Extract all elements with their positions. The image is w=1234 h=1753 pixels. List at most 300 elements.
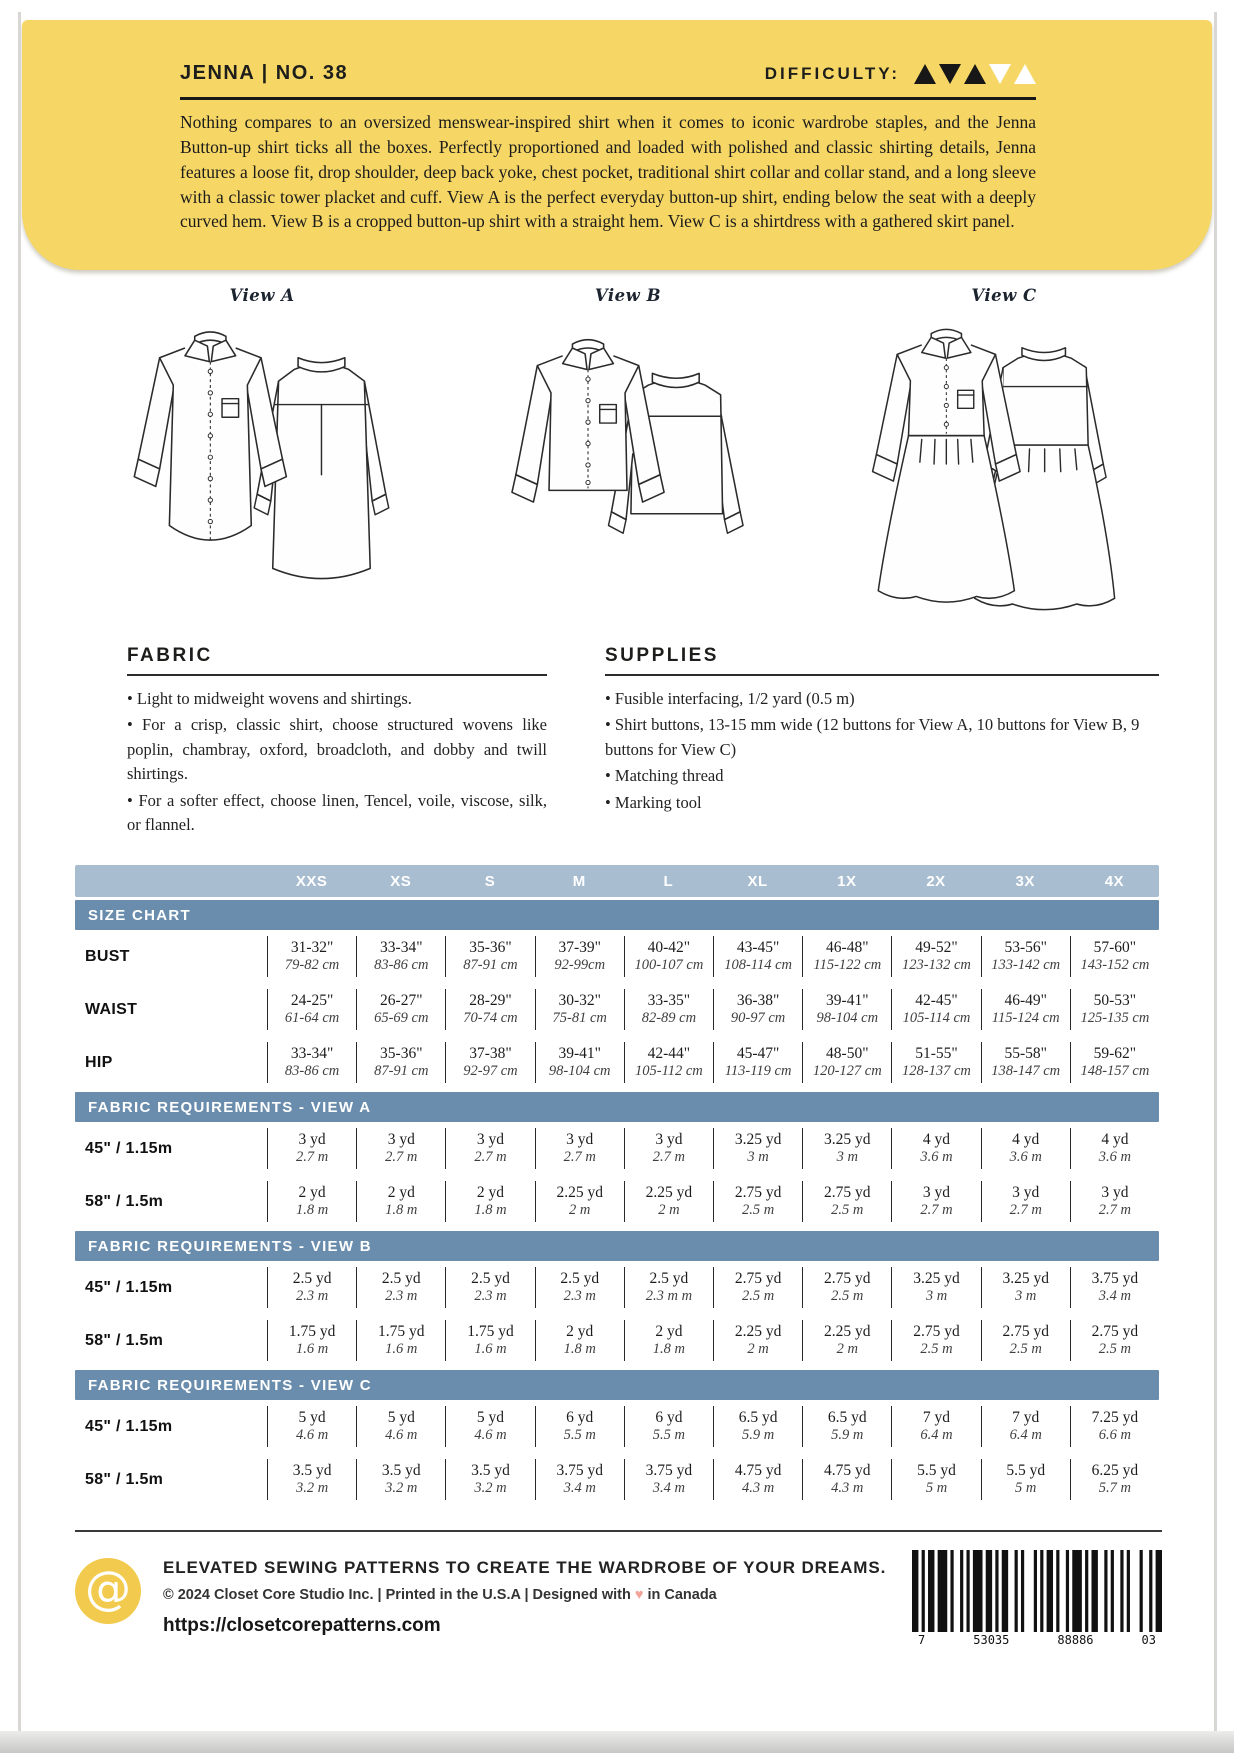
website-url: https://closetcorepatterns.com (163, 1615, 441, 1637)
value-imperial: 37-38" (469, 1045, 512, 1063)
row-label: 45" / 1.15m (85, 1417, 173, 1435)
value-imperial: 30-32" (558, 992, 601, 1010)
value-cell (356, 936, 445, 977)
value-imperial: 40-42" (647, 939, 691, 957)
value-metric: 1.6 m (295, 1341, 329, 1358)
value-cell (1070, 1267, 1159, 1308)
value-imperial: 3 yd (655, 1131, 683, 1149)
section-band-label: FABRIC REQUIREMENTS - VIEW B (88, 1237, 372, 1255)
difficulty-up-triangle-filled-icon (964, 64, 986, 84)
size-column-label: L (663, 872, 674, 890)
size-columns-header (75, 865, 1159, 897)
value-cell (981, 936, 1070, 977)
row-label: 45" / 1.15m (85, 1139, 173, 1157)
section-band-label: FABRIC REQUIREMENTS - VIEW A (88, 1098, 372, 1116)
difficulty-icons (914, 63, 1036, 85)
value-imperial: 37-39" (558, 939, 601, 957)
value-imperial: 3.25 yd (1002, 1270, 1049, 1288)
row-label: 58" / 1.5m (85, 1470, 164, 1488)
difficulty-up-triangle-filled-icon (914, 64, 936, 84)
value-imperial: 46-48" (826, 939, 869, 957)
value-metric: 4.6 m (295, 1427, 329, 1444)
value-metric: 6.6 m (1098, 1427, 1131, 1444)
value-imperial: 3 yd (387, 1131, 415, 1149)
photo-edge-right (1214, 12, 1217, 1733)
value-metric: 90-97 cm (730, 1010, 786, 1027)
value-imperial: 2.75 yd (734, 1270, 782, 1288)
value-imperial: 5 yd (476, 1409, 505, 1427)
value-imperial: 2.75 yd (1002, 1323, 1049, 1341)
size-column-label: 1X (837, 872, 857, 890)
value-imperial: 4 yd (1101, 1131, 1129, 1149)
value-cell (267, 1320, 356, 1361)
size-chart-row (75, 930, 1159, 983)
requirements-row (75, 1400, 1159, 1453)
size-tables (75, 865, 1159, 1506)
value-metric: 125-135 cm (1080, 1010, 1150, 1027)
view-c-illustration (849, 309, 1159, 621)
difficulty-down-triangle-filled-icon (939, 64, 961, 84)
value-cell (981, 1042, 1070, 1083)
value-cell (624, 1406, 713, 1447)
value-cell (713, 1042, 802, 1083)
value-cell (891, 1042, 980, 1083)
value-metric: 92-99cm (554, 957, 606, 974)
value-cell (535, 1406, 624, 1447)
value-imperial: 36-38" (736, 992, 780, 1010)
value-metric: 5.9 m (741, 1427, 775, 1444)
value-imperial: 35-36" (469, 939, 512, 957)
value-imperial: 5.5 yd (1006, 1462, 1046, 1480)
value-metric: 65-69 cm (374, 1010, 429, 1027)
value-metric: 2.5 m (1098, 1341, 1131, 1358)
value-metric: 2.5 m (741, 1288, 775, 1305)
value-metric: 3.2 m (295, 1480, 329, 1497)
row-label: 58" / 1.5m (85, 1331, 164, 1349)
value-cell (356, 1459, 445, 1500)
value-metric: 1.8 m (295, 1202, 329, 1219)
value-metric: 4.3 m (741, 1480, 775, 1497)
value-imperial: 2.75 yd (824, 1270, 871, 1288)
fabric-bullet: • For a softer effect, choose linen, Tencel, voile, viscose, silk, or flannel. (127, 789, 547, 838)
value-metric: 123-132 cm (902, 957, 971, 974)
value-imperial: 7.25 yd (1091, 1409, 1139, 1427)
value-metric: 115-124 cm (991, 1010, 1060, 1027)
value-metric: 100-107 cm (634, 957, 704, 974)
value-metric: 2.5 m (1009, 1341, 1042, 1358)
value-cell (267, 1459, 356, 1500)
view-a (112, 286, 412, 621)
value-imperial: 50-53" (1093, 992, 1137, 1010)
value-cell (713, 1320, 802, 1361)
value-cell (445, 989, 534, 1030)
supplies-column (605, 645, 1159, 839)
value-metric: 133-142 cm (991, 957, 1061, 974)
value-imperial: 3.75 yd (645, 1462, 693, 1480)
value-imperial: 3.25 yd (824, 1131, 871, 1149)
value-imperial: 2.25 yd (824, 1323, 871, 1341)
supplies-bullet: • Fusible interfacing, 1/2 yard (0.5 m) (605, 687, 1159, 711)
value-metric: 1.8 m (563, 1341, 596, 1358)
size-column-label: M (572, 872, 586, 890)
value-cell (713, 1181, 802, 1222)
value-cell (713, 1128, 802, 1169)
difficulty-label: DIFFICULTY: (764, 63, 900, 83)
value-imperial: 2.5 yd (381, 1270, 421, 1288)
value-cell (981, 989, 1070, 1030)
value-cell (445, 1406, 534, 1447)
value-metric: 1.6 m (385, 1341, 418, 1358)
value-imperial: 2.5 yd (471, 1270, 510, 1288)
value-cell (891, 1320, 980, 1361)
value-metric: 3.2 m (474, 1480, 507, 1497)
value-metric: 2.7 m (295, 1149, 329, 1166)
value-cell (624, 1267, 713, 1308)
value-imperial: 1.75 yd (288, 1323, 336, 1341)
flap-header-row (180, 62, 1036, 85)
value-imperial: 35-36" (380, 1045, 423, 1063)
value-cell (802, 1267, 891, 1308)
footer-text (163, 1556, 890, 1637)
value-metric: 3.6 m (920, 1149, 953, 1166)
value-metric: 5.9 m (831, 1427, 864, 1444)
value-metric: 92-97 cm (463, 1063, 518, 1080)
value-cell (356, 1320, 445, 1361)
view-c-label: View C (971, 286, 1037, 305)
value-cell (891, 936, 980, 977)
value-cell (535, 1128, 624, 1169)
barcode-digit-group: 53035 (973, 1633, 1010, 1648)
value-metric: 3.4 m (1098, 1288, 1131, 1305)
size-chart-row (75, 1036, 1159, 1089)
photo-edge-left (18, 12, 21, 1733)
heart-icon: ♥ (634, 1587, 644, 1604)
value-cell (1070, 1128, 1159, 1169)
value-cell (535, 1042, 624, 1083)
size-chart-band (75, 900, 1159, 930)
value-metric: 113-119 cm (724, 1063, 792, 1080)
value-metric: 6.4 m (920, 1427, 953, 1444)
view-b-label: View B (594, 286, 662, 305)
value-cell (891, 1267, 980, 1308)
value-imperial: 2.75 yd (1091, 1323, 1139, 1341)
value-imperial: 2 yd (387, 1184, 415, 1202)
value-cell (445, 936, 534, 977)
value-cell (445, 1181, 534, 1222)
value-imperial: 48-50" (826, 1045, 869, 1063)
value-imperial: 28-29" (469, 992, 512, 1010)
fabric-bullet: • For a crisp, classic shirt, choose structured wovens like poplin, chambray, oxford, broadcloth, and dobby and twill shirtings. (127, 713, 547, 786)
value-imperial: 3.75 yd (556, 1462, 603, 1480)
copyright-text: © 2024 Closet Core Studio Inc. | Printed in the U.S.A | Designed with (163, 1587, 631, 1604)
barcode-digit-group: 88886 (1057, 1633, 1094, 1648)
value-metric: 128-137 cm (902, 1063, 971, 1080)
value-metric: 98-104 cm (548, 1063, 611, 1080)
value-metric: 2.3 m m (645, 1288, 693, 1305)
value-metric: 2 m (658, 1202, 680, 1219)
value-imperial: 53-56" (1004, 939, 1047, 957)
value-imperial: 4.75 yd (824, 1462, 871, 1480)
value-imperial: 3.5 yd (381, 1462, 421, 1480)
value-metric: 3.4 m (563, 1480, 596, 1497)
supplies-bullet: • Marking tool (605, 791, 1159, 815)
requirements-band (75, 1370, 1159, 1400)
value-cell (267, 1181, 356, 1222)
value-imperial: 2.75 yd (913, 1323, 960, 1341)
value-cell (1070, 1042, 1159, 1083)
value-imperial: 45-47" (736, 1045, 780, 1063)
value-cell (1070, 936, 1159, 977)
section-band-label: FABRIC REQUIREMENTS - VIEW C (88, 1376, 372, 1394)
value-cell (981, 1459, 1070, 1500)
value-cell (445, 1267, 534, 1308)
value-cell (267, 936, 356, 977)
value-imperial: 7 yd (922, 1409, 951, 1427)
difficulty-down-triangle-empty-icon (989, 64, 1011, 84)
value-cell (713, 989, 802, 1030)
value-cell (535, 989, 624, 1030)
value-metric: 2.3 m (385, 1288, 418, 1305)
value-cell (356, 1267, 445, 1308)
value-cell (445, 1320, 534, 1361)
value-cell (1070, 1406, 1159, 1447)
value-cell (981, 1320, 1070, 1361)
value-imperial: 2 yd (566, 1323, 594, 1341)
copyright-suffix: in Canada (647, 1587, 717, 1604)
value-metric: 82-89 cm (641, 1010, 697, 1027)
fabric-column (127, 645, 547, 839)
footer-tagline: ELEVATED SEWING PATTERNS TO CREATE THE WARDROBE OF YOUR DREAMS. (163, 1558, 887, 1578)
value-metric: 105-114 cm (902, 1010, 971, 1027)
value-metric: 1.8 m (385, 1202, 418, 1219)
value-metric: 2 m (747, 1341, 769, 1358)
value-imperial: 2 yd (476, 1184, 505, 1202)
value-metric: 83-86 cm (374, 957, 429, 974)
value-cell (1070, 1459, 1159, 1500)
value-cell (267, 1042, 356, 1083)
size-column-label: 3X (1015, 872, 1035, 890)
value-metric: 2 m (836, 1341, 858, 1358)
value-imperial: 3.25 yd (734, 1131, 782, 1149)
garment-views (0, 270, 1234, 621)
value-metric: 6.4 m (1009, 1427, 1042, 1444)
value-metric: 87-91 cm (374, 1063, 429, 1080)
pattern-description: Nothing compares to an oversized menswear-inspired shirt when it comes to iconic wardrobe staples, and the Jenna Button-up shirt ticks all the boxes. Perfectly proportioned and loaded with polished and classic shirting details, Jenna features a loose fit, drop shoulder, deep back yoke, chest pocket, traditional shirt collar and collar stand, and a long sleeve with a classic tower placket and cuff. View A is the perfect everyday button-up shirt, ending below the seat with a deeply curved hem. View B is a cropped button-up shirt with a straight hem. View C is a shirtdress with a gathered skirt panel. (180, 112, 1036, 232)
value-metric: 115-122 cm (813, 957, 882, 974)
requirements-row (75, 1314, 1159, 1367)
value-imperial: 2.5 yd (649, 1270, 689, 1288)
fabric-supplies-section (127, 645, 1159, 839)
value-imperial: 3.5 yd (471, 1462, 510, 1480)
value-metric: 98-104 cm (816, 1010, 879, 1027)
value-cell (267, 1267, 356, 1308)
value-metric: 3 m (836, 1149, 858, 1166)
size-column-label: XS (390, 872, 412, 890)
value-cell (624, 1320, 713, 1361)
value-cell (891, 1128, 980, 1169)
value-imperial: 3 yd (1101, 1184, 1129, 1202)
value-imperial: 3 yd (298, 1131, 326, 1149)
view-b-illustration (503, 309, 753, 621)
value-imperial: 5 yd (298, 1409, 326, 1427)
value-metric: 3.6 m (1098, 1149, 1131, 1166)
value-metric: 83-86 cm (284, 1063, 340, 1080)
value-cell (624, 989, 713, 1030)
supplies-bullet: • Matching thread (605, 764, 1159, 788)
value-imperial: 49-52" (915, 939, 958, 957)
value-cell (356, 1181, 445, 1222)
value-imperial: 43-45" (736, 939, 780, 957)
value-cell (356, 1406, 445, 1447)
barcode (912, 1550, 1162, 1647)
value-metric: 5 m (1015, 1480, 1037, 1497)
value-cell (802, 1042, 891, 1083)
value-cell (1070, 1181, 1159, 1222)
value-metric: 2.7 m (920, 1202, 953, 1219)
row-label: 45" / 1.15m (85, 1278, 173, 1296)
requirements-row (75, 1261, 1159, 1314)
value-imperial: 51-55" (915, 1045, 958, 1063)
value-imperial: 2.75 yd (824, 1184, 871, 1202)
value-metric: 2.5 m (831, 1202, 864, 1219)
value-imperial: 33-34" (290, 1045, 334, 1063)
size-chart-row (75, 983, 1159, 1036)
value-imperial: 3 yd (476, 1131, 505, 1149)
value-metric: 2.3 m (563, 1288, 596, 1305)
value-imperial: 6 yd (655, 1409, 683, 1427)
value-metric: 2.3 m (295, 1288, 329, 1305)
value-cell (624, 1042, 713, 1083)
value-cell (713, 1459, 802, 1500)
value-imperial: 39-41" (826, 992, 869, 1010)
value-cell (1070, 989, 1159, 1030)
fabric-heading: FABRIC (127, 645, 547, 676)
row-label: WAIST (85, 1000, 138, 1018)
value-imperial: 2.25 yd (556, 1184, 603, 1202)
value-metric: 108-114 cm (724, 957, 792, 974)
value-cell (624, 1181, 713, 1222)
closet-core-logo-icon: @ (75, 1558, 141, 1624)
value-cell (802, 1320, 891, 1361)
value-cell (713, 1267, 802, 1308)
value-metric: 120-127 cm (812, 1063, 882, 1080)
value-cell (267, 1406, 356, 1447)
value-metric: 2.5 m (741, 1202, 775, 1219)
value-cell (535, 1267, 624, 1308)
value-imperial: 57-60" (1093, 939, 1137, 957)
value-cell (445, 1128, 534, 1169)
value-imperial: 2.25 yd (645, 1184, 693, 1202)
value-cell (356, 989, 445, 1030)
difficulty-rating (765, 63, 1036, 85)
footer (75, 1530, 1162, 1647)
envelope-flap (22, 20, 1212, 270)
view-c (844, 286, 1164, 621)
value-metric: 4.6 m (385, 1427, 418, 1444)
value-cell (802, 936, 891, 977)
value-imperial: 4.75 yd (734, 1462, 782, 1480)
value-cell (981, 1128, 1070, 1169)
value-imperial: 5 yd (387, 1409, 415, 1427)
value-metric: 4.3 m (831, 1480, 864, 1497)
value-cell (802, 1181, 891, 1222)
row-label: HIP (85, 1053, 113, 1071)
supplies-heading: SUPPLIES (605, 645, 1159, 676)
barcode-digit-group: 7 (918, 1633, 926, 1648)
value-imperial: 33-34" (380, 939, 423, 957)
value-imperial: 1.75 yd (467, 1323, 514, 1341)
header-divider (180, 97, 1036, 100)
value-metric: 2.5 m (920, 1341, 953, 1358)
value-metric: 79-82 cm (284, 957, 340, 974)
pattern-title: JENNA | NO. 38 (180, 62, 349, 84)
value-imperial: 7 yd (1012, 1409, 1040, 1427)
value-metric: 2 m (569, 1202, 591, 1219)
size-column-label: XL (747, 872, 768, 890)
value-cell (356, 1128, 445, 1169)
size-column-label: S (484, 872, 496, 890)
value-imperial: 2 yd (298, 1184, 326, 1202)
value-imperial: 33-35" (647, 992, 691, 1010)
requirements-band (75, 1231, 1159, 1261)
value-imperial: 42-45" (915, 992, 958, 1010)
view-b (498, 286, 758, 621)
supplies-list (605, 687, 1159, 815)
value-cell (713, 1406, 802, 1447)
value-metric: 138-147 cm (991, 1063, 1061, 1080)
value-cell (802, 1406, 891, 1447)
view-a-illustration (117, 309, 407, 621)
value-metric: 4.6 m (474, 1427, 507, 1444)
value-metric: 105-112 cm (634, 1063, 703, 1080)
value-imperial: 2.75 yd (734, 1184, 782, 1202)
value-metric: 1.6 m (474, 1341, 507, 1358)
value-imperial: 6.5 yd (827, 1409, 867, 1427)
value-cell (535, 1459, 624, 1500)
value-imperial: 2.5 yd (292, 1270, 332, 1288)
requirements-row (75, 1453, 1159, 1506)
photo-edge-bottom (0, 1731, 1234, 1753)
value-metric: 2.7 m (385, 1149, 418, 1166)
value-metric: 2.7 m (652, 1149, 685, 1166)
value-metric: 2.7 m (1009, 1202, 1042, 1219)
value-metric: 61-64 cm (284, 1010, 340, 1027)
value-cell (445, 1042, 534, 1083)
value-cell (535, 1181, 624, 1222)
view-a-label: View A (229, 286, 295, 305)
value-imperial: 42-44" (647, 1045, 691, 1063)
value-cell (802, 989, 891, 1030)
value-cell (891, 1181, 980, 1222)
value-imperial: 3.75 yd (1091, 1270, 1139, 1288)
value-imperial: 2.5 yd (560, 1270, 600, 1288)
value-cell (445, 1459, 534, 1500)
value-imperial: 6 yd (566, 1409, 594, 1427)
value-metric: 2.3 m (474, 1288, 507, 1305)
value-metric: 87-91 cm (463, 957, 518, 974)
value-imperial: 46-49" (1004, 992, 1047, 1010)
value-cell (267, 1128, 356, 1169)
value-imperial: 39-41" (558, 1045, 601, 1063)
value-imperial: 5.5 yd (917, 1462, 956, 1480)
value-cell (624, 1128, 713, 1169)
value-cell (891, 1406, 980, 1447)
section-band-label: SIZE CHART (88, 906, 191, 924)
requirements-row (75, 1122, 1159, 1175)
value-cell (624, 1459, 713, 1500)
value-metric: 1.8 m (474, 1202, 507, 1219)
value-imperial: 59-62" (1093, 1045, 1137, 1063)
